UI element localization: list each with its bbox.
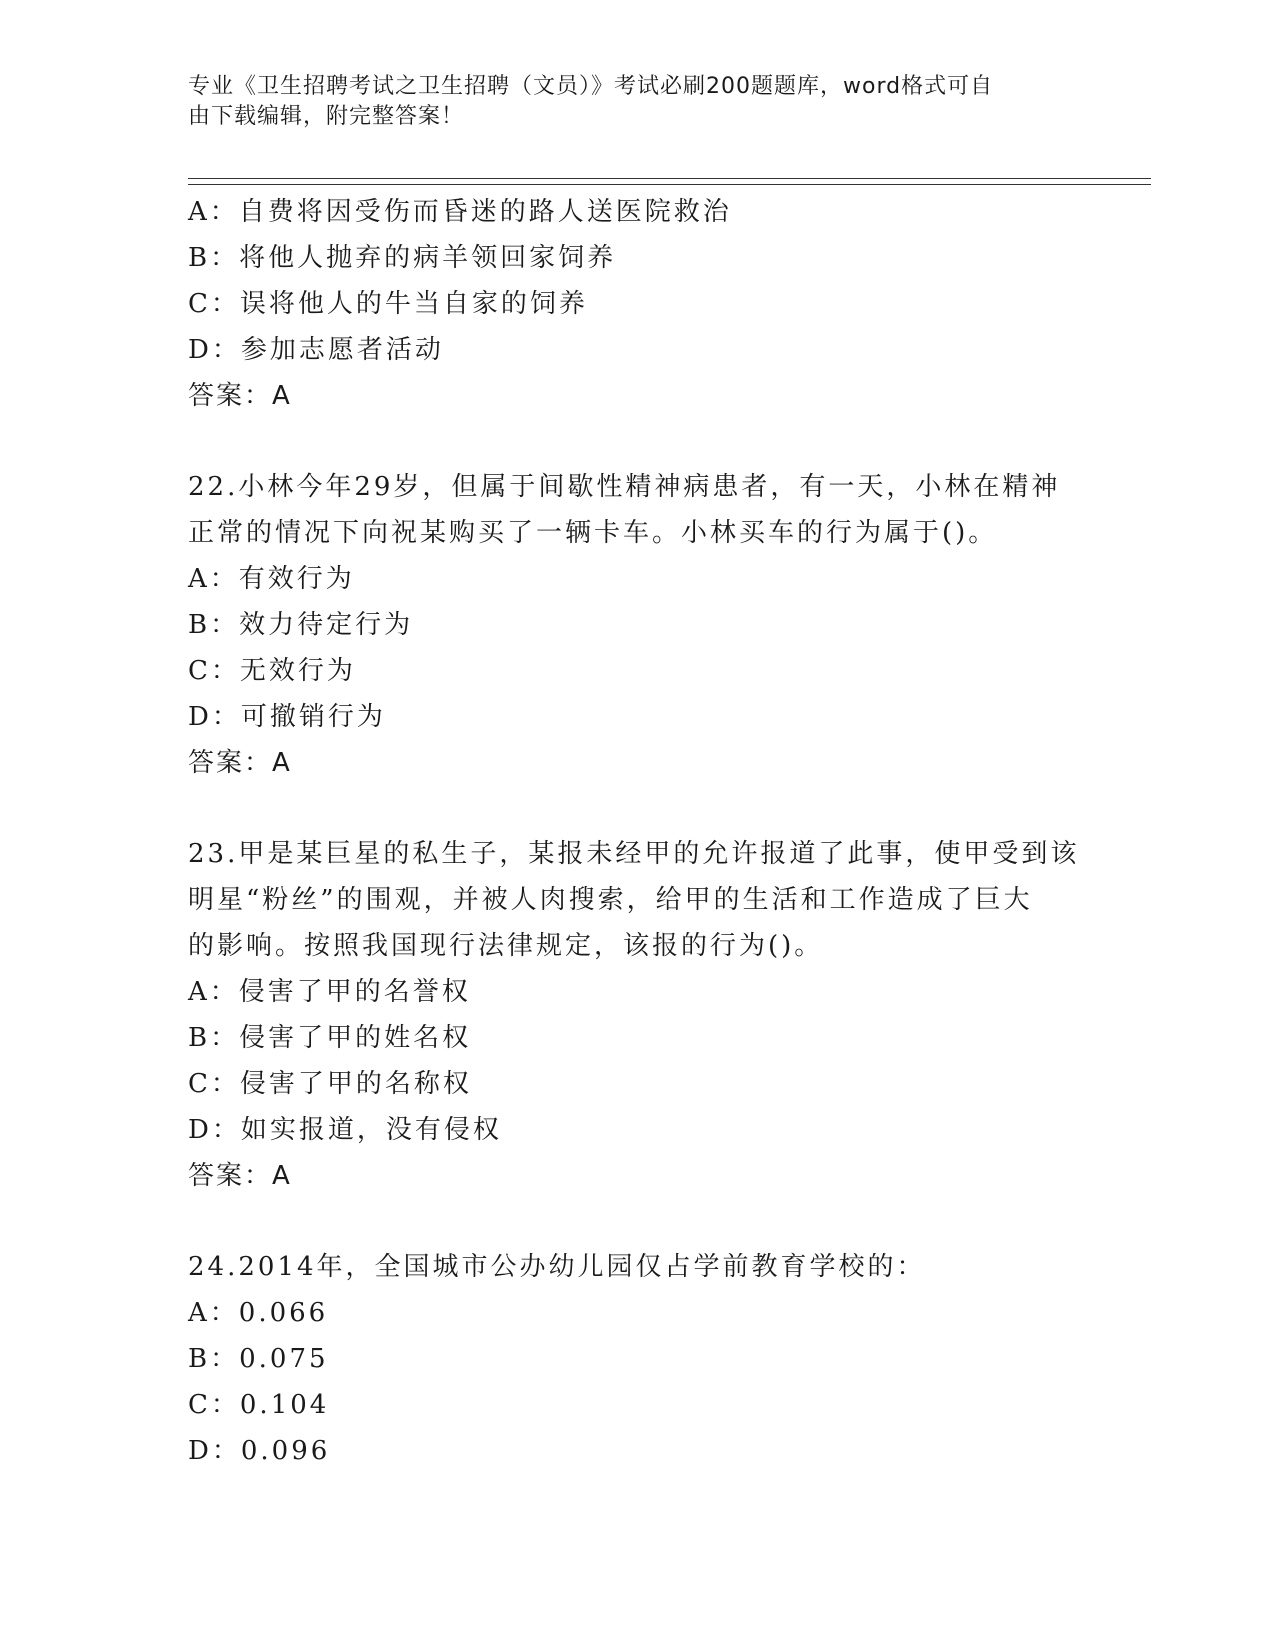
option-c: C：0.104 <box>188 1390 330 1420</box>
document-header <box>188 72 1068 132</box>
question-text-line: 正常的情况下向祝某购买了一辆卡车。小林买车的行为属于()。 <box>188 518 998 548</box>
question-block-21 <box>188 189 1088 419</box>
option-b: B：0.075 <box>188 1344 329 1374</box>
option-a: A：有效行为 <box>188 564 355 594</box>
header-divider-bottom <box>188 184 1151 185</box>
option-d: D：0.096 <box>188 1436 331 1466</box>
question-text-line: 明星“粉丝”的围观，并被人肉搜索，给甲的生活和工作造成了巨大 <box>188 885 1033 915</box>
option-a: A：0.066 <box>188 1298 329 1328</box>
question-list <box>188 189 1088 1474</box>
option-b: B：将他人抛弃的病羊领回家饲养 <box>188 243 617 273</box>
question-block-22 <box>188 464 1088 786</box>
option-c: C：无效行为 <box>188 656 356 686</box>
option-a: A：侵害了甲的名誉权 <box>188 977 471 1007</box>
question-block-24 <box>188 1244 1088 1474</box>
option-d: D：参加志愿者活动 <box>188 335 444 365</box>
question-text-line: 24.2014年，全国城市公办幼儿园仅占学前教育学校的： <box>188 1252 926 1282</box>
option-d: D：可撤销行为 <box>188 702 386 732</box>
question-text-line: 22.小林今年29岁，但属于间歇性精神病患者，有一天，小林在精神 <box>188 472 1061 502</box>
option-b: B：侵害了甲的姓名权 <box>188 1023 472 1053</box>
question-text-line: 23.甲是某巨星的私生子，某报未经甲的允许报道了此事，使甲受到该 <box>188 839 1080 869</box>
answer-line: 答案：A <box>188 748 292 778</box>
option-d: D：如实报道，没有侵权 <box>188 1115 502 1145</box>
question-block-23 <box>188 831 1088 1199</box>
header-line-2: 由下载编辑，附完整答案！ <box>188 104 465 129</box>
option-c: C：侵害了甲的名称权 <box>188 1069 472 1099</box>
header-line-1: 专业《卫生招聘考试之卫生招聘（文员）》考试必刷200题题库，word格式可自 <box>188 74 994 99</box>
header-divider-top <box>188 178 1151 179</box>
option-b: B：效力待定行为 <box>188 610 414 640</box>
answer-line: 答案：A <box>188 1161 292 1191</box>
option-a: A：自费将因受伤而昏迷的路人送医院救治 <box>188 197 732 227</box>
answer-line: 答案：A <box>188 381 292 411</box>
question-text-line: 的影响。按照我国现行法律规定，该报的行为()。 <box>188 931 824 961</box>
option-c: C：误将他人的牛当自家的饲养 <box>188 289 588 319</box>
